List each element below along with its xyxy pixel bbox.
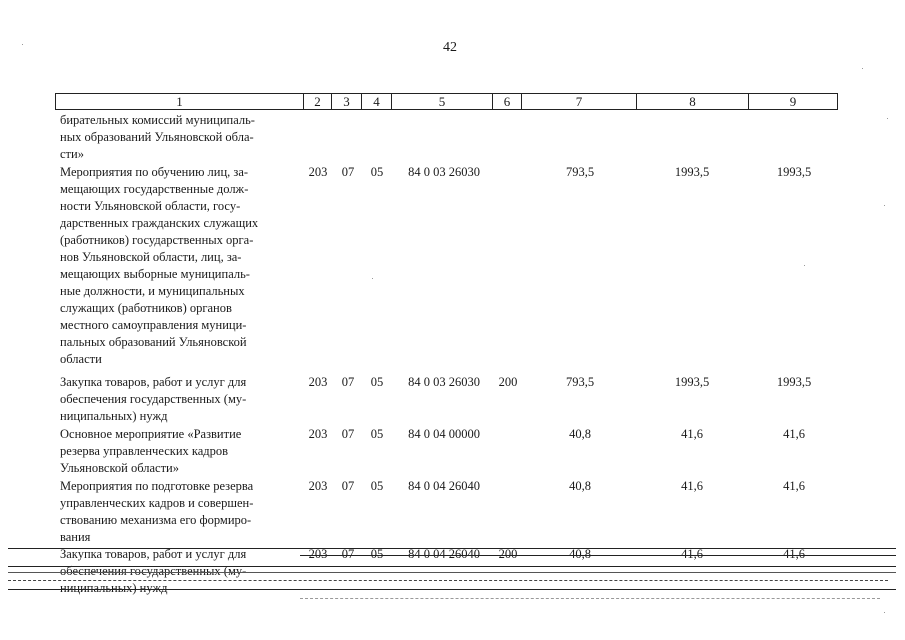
description-line: вания [60,530,91,544]
subsection-code: 05 [370,547,384,561]
description-line: управленческих кадров и совершен- [60,496,254,510]
description-line: пальных образований Ульяновской [60,335,247,349]
description-line: ных образований Ульяновской обла- [60,130,254,144]
description-line: Мероприятия по подготовке резерва [60,479,254,493]
subsection-code: 05 [370,479,384,493]
target-article-code: 84 0 03 26030 [408,375,480,389]
admin-code: 203 [308,547,328,561]
amount-col-8: 41,6 [681,427,703,441]
target-article-code: 84 0 04 00000 [408,427,480,441]
section-code: 07 [341,547,355,561]
description-line: Ульяновской области» [60,461,179,475]
amount-col-7: 793,5 [565,375,595,389]
description-line: ные должности, и муниципальных [60,284,245,298]
target-article-code: 84 0 04 26040 [408,547,480,561]
strike-line [8,589,896,590]
strike-line [300,555,896,556]
row-description [60,426,296,477]
amount-col-7: 40,8 [569,547,591,561]
row-description [60,374,296,425]
section-code: 07 [341,375,355,389]
amount-col-8: 1993,5 [674,165,710,179]
description-line: местного самоуправления муници- [60,318,247,332]
amount-col-8: 1993,5 [674,375,710,389]
description-line: Основное мероприятие «Развитие [60,427,242,441]
amount-col-7: 40,8 [569,479,591,493]
header-col-1: 1 [56,94,304,109]
admin-code: 203 [308,375,328,389]
description-line: служащих (работников) органов [60,301,232,315]
subsection-code: 05 [370,165,384,179]
page-number: 42 [443,40,457,55]
dashed-line [300,598,880,599]
target-article-code: 84 0 03 26030 [408,165,480,179]
header-col-6: 6 [493,94,522,109]
section-code: 07 [341,479,355,493]
scan-speck [372,278,373,279]
description-line: резерва управленческих кадров [60,444,229,458]
strike-line [8,548,896,549]
amount-col-9: 41,6 [783,547,805,561]
description-line: ствованию механизма его формиро- [60,513,252,527]
description-line: Мероприятия по обучению лиц, за- [60,165,249,179]
section-code: 07 [341,165,355,179]
amount-col-7: 40,8 [569,427,591,441]
scan-speck [884,612,885,613]
amount-col-7: 793,5 [565,165,595,179]
strike-line [8,566,896,567]
admin-code: 203 [308,479,328,493]
scan-speck [884,205,885,206]
expense-type-code: 200 [498,375,518,389]
description-line: Закупка товаров, работ и услуг для [60,547,247,561]
expense-type-code: 200 [498,547,518,561]
amount-col-9: 1993,5 [776,165,812,179]
description-line: ности Ульяновской области, госу- [60,199,241,213]
amount-col-9: 1993,5 [776,375,812,389]
row-description [60,478,296,546]
description-line: области [60,352,102,366]
amount-col-9: 41,6 [783,427,805,441]
admin-code: 203 [308,427,328,441]
description-line: Закупка товаров, работ и услуг для [60,375,247,389]
subsection-code: 05 [370,427,384,441]
amount-col-8: 41,6 [681,547,703,561]
subsection-code: 05 [370,375,384,389]
description-line: дарственных гражданских служащих [60,216,259,230]
row-description [60,164,296,368]
description-line: ниципальных) нужд [60,581,168,595]
description-line: бирательных комиссий муниципаль- [60,113,255,127]
description-line: обеспечения государственных (му- [60,564,247,578]
amount-col-9: 41,6 [783,479,805,493]
header-col-8: 8 [637,94,749,109]
header-col-4: 4 [362,94,392,109]
scan-speck [887,118,888,119]
dashed-line [8,580,888,581]
scan-speck [804,265,805,266]
description-line: нов Ульяновской области, лиц, за- [60,250,242,264]
scan-speck [862,68,863,69]
target-article-code: 84 0 04 26040 [408,479,480,493]
header-col-2: 2 [304,94,332,109]
row-description [60,112,296,163]
header-col-9: 9 [789,94,797,109]
header-col-5: 5 [392,94,493,109]
admin-code: 203 [308,165,328,179]
description-line: мещающих выборные муниципаль- [60,267,250,281]
header-col-7: 7 [522,94,637,109]
description-line: сти» [60,147,84,161]
description-line: обеспечения государственных (му- [60,392,247,406]
strike-line [8,572,896,573]
description-line: мещающих государственные долж- [60,182,249,196]
description-line: (работников) государственных орга- [60,233,254,247]
header-col-3: 3 [332,94,362,109]
section-code: 07 [341,427,355,441]
amount-col-8: 41,6 [681,479,703,493]
description-line: ниципальных) нужд [60,409,168,423]
scan-speck [22,44,23,45]
table-header-row [55,93,838,110]
